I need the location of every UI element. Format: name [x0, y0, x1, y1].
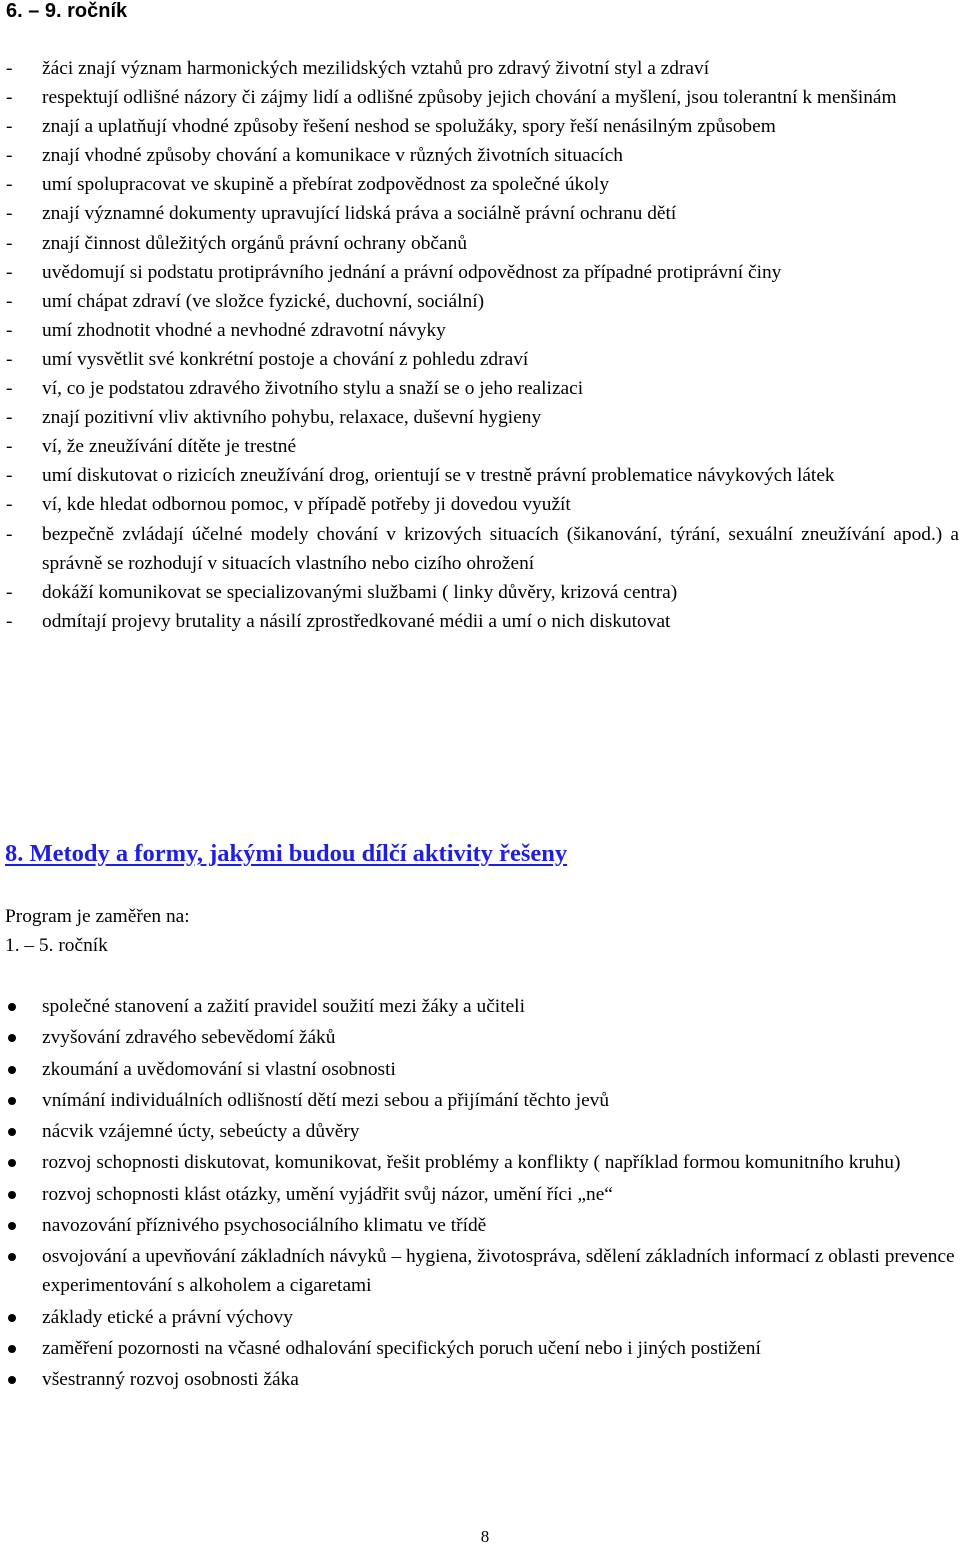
list-item — [6, 403, 959, 432]
list-item — [6, 83, 959, 112]
dash-marker: - — [6, 610, 13, 632]
list-item-text: ví, že zneužívání dítěte je trestné — [42, 436, 297, 458]
bullet-icon — [8, 1222, 16, 1230]
list-item — [6, 992, 960, 1021]
bullet-icon — [8, 1376, 16, 1384]
list-item — [6, 316, 959, 345]
list-item — [6, 1242, 960, 1300]
list-item-text: navozování příznivého psychosociálního klimatu ve třídě — [42, 1214, 487, 1236]
bullet-icon — [8, 1034, 16, 1042]
dash-marker: - — [6, 378, 13, 400]
list-item — [6, 112, 959, 141]
list-item-text: rozvoj schopnosti klást otázky, umění vyjádřit svůj názor, umění říci „ne“ — [42, 1183, 613, 1205]
bullet-icon — [8, 1253, 16, 1261]
list-item-text: uvědomují si podstatu protiprávního jednání a právní odpovědnost za případné protiprávní činy — [42, 261, 782, 283]
list-item — [6, 170, 959, 199]
list-item-text: odmítají projevy brutality a násilí zprostředkované médii a umí o nich diskutovat — [42, 610, 671, 632]
list-item — [6, 199, 959, 228]
list-item — [6, 141, 959, 170]
bullet-icon — [8, 1003, 16, 1011]
list-item-text: znají a uplatňují vhodné způsoby řešení neshod se spolužáky, spory řeší nenásilným způsobem — [42, 116, 776, 138]
dash-marker: - — [6, 523, 13, 545]
list-item-text: nácvik vzájemné úcty, sebeúcty a důvěry — [42, 1121, 360, 1143]
dash-marker: - — [6, 203, 13, 225]
dash-marker: - — [6, 494, 13, 516]
bullet-icon — [8, 1314, 16, 1322]
competencies-list — [6, 54, 959, 636]
list-item-text: ví, co je podstatou zdravého životního stylu a snaží se o jeho realizaci — [42, 378, 584, 400]
list-item — [6, 1086, 960, 1115]
list-item-text: žáci znají význam harmonických mezilidských vztahů pro zdravý životní styl a zdraví — [42, 58, 710, 79]
dash-marker: - — [6, 261, 13, 283]
list-item — [6, 287, 959, 316]
list-item — [6, 54, 959, 83]
bullet-icon — [8, 1159, 16, 1167]
list-item — [6, 229, 959, 258]
list-item-text: dokáží komunikovat se specializovanými službami ( linky důvěry, krizová centra) — [42, 581, 678, 603]
list-item-text: ví, kde hledat odbornou pomoc, v případě potřeby ji dovedou využít — [42, 494, 571, 516]
list-item — [6, 461, 959, 490]
list-item-text: zaměření pozornosti na včasné odhalování specifických poruch učení nebo i jiných postižení — [42, 1337, 761, 1359]
list-item-text: všestranný rozvoj osobnosti žáka — [42, 1369, 299, 1391]
dash-marker: - — [6, 581, 13, 603]
list-item-text: znají významné dokumenty upravující lidská práva a sociálně právní ochranu dětí — [42, 203, 677, 225]
list-item — [6, 607, 959, 636]
list-item-text: znají vhodné způsoby chování a komunikace v různých životních situacích — [42, 145, 623, 167]
list-item-text: zvyšování zdravého sebevědomí žáků — [42, 1027, 336, 1049]
list-item — [6, 1180, 960, 1209]
list-item-text: společné stanovení a zažití pravidel soužití mezi žáky a učiteli — [42, 996, 525, 1017]
program-intro — [5, 902, 190, 960]
list-item — [6, 490, 959, 519]
list-item — [6, 1365, 960, 1394]
dash-marker: - — [6, 436, 13, 458]
bullet-icon — [8, 1128, 16, 1136]
page-number: 8 — [480, 1527, 490, 1546]
list-item — [6, 1117, 960, 1146]
list-item-text: umí diskutovat o rizicích zneužívání drog, orientují se v trestně právní problematice návykových látek — [42, 465, 835, 487]
list-item-text: znají pozitivní vliv aktivního pohybu, relaxace, duševní hygieny — [42, 407, 542, 429]
dash-marker: - — [6, 87, 13, 109]
section-heading: 8. Metody a formy, jakými budou dílčí aktivity řešeny — [5, 840, 568, 867]
dash-marker: - — [6, 348, 13, 370]
list-item — [6, 520, 959, 578]
dash-marker: - — [6, 58, 13, 79]
list-item-text: bezpečně zvládají účelné modely chování v krizových situacích (šikanování, týrání, sexuální zneužívání apod.) a správně se rozhodují v situacích vlastního nebo cizího ohrožení — [42, 523, 959, 574]
list-item — [6, 1334, 960, 1363]
list-item-text: vnímání individuálních odlišností dětí mezi sebou a přijímání těchto jevů — [42, 1089, 610, 1111]
dash-marker: - — [6, 145, 13, 167]
list-item-text: umí vysvětlit své konkrétní postoje a chování z pohledu zdraví — [42, 348, 529, 370]
list-item — [6, 374, 959, 403]
list-item — [6, 345, 959, 374]
methods-list — [6, 992, 960, 1396]
bullet-icon — [8, 1345, 16, 1353]
dash-marker: - — [6, 232, 13, 254]
list-item-text: umí zhodnotit vhodné a nevhodné zdravotní návyky — [42, 319, 446, 341]
list-item — [6, 1211, 960, 1240]
list-item-text: zkoumání a uvědomování si vlastní osobnosti — [42, 1058, 396, 1080]
bullet-icon — [8, 1066, 16, 1074]
list-item-text: rozvoj schopnosti diskutovat, komunikovat, řešit problémy a konflikty ( například formou komunitního kruhu) — [42, 1152, 901, 1174]
dash-marker: - — [6, 174, 13, 196]
list-item-text: respektují odlišné názory či zájmy lidí a odlišné způsoby jejich chování a myšlení, jsou tolerantní k menšinám — [42, 87, 897, 109]
list-item-text: umí chápat zdraví (ve složce fyzické, duchovní, sociální) — [42, 290, 485, 312]
list-item — [6, 578, 959, 607]
list-item-text: osvojování a upevňování základních návyků – hygiena, životospráva, sdělení základních informací z oblasti prevence experimentování s alkoholem a cigaretami — [42, 1246, 955, 1297]
dash-marker: - — [6, 290, 13, 312]
list-item — [6, 1055, 960, 1084]
list-item — [6, 258, 959, 287]
dash-marker: - — [6, 465, 13, 487]
list-item-text: znají činnost důležitých orgánů právní ochrany občanů — [42, 232, 468, 254]
program-intro-label: Program je zaměřen na: — [5, 906, 190, 927]
list-item — [6, 432, 959, 461]
grade-range-title: 6. – 9. ročník — [6, 0, 128, 22]
dash-marker: - — [6, 407, 13, 429]
list-item — [6, 1148, 960, 1177]
list-item-text: základy etické a právní výchovy — [42, 1306, 293, 1328]
list-item — [6, 1023, 960, 1052]
grade-subheading: 1. – 5. ročník — [5, 935, 108, 956]
bullet-icon — [8, 1191, 16, 1199]
list-item-text: umí spolupracovat ve skupině a přebírat zodpovědnost za společné úkoly — [42, 174, 610, 196]
bullet-icon — [8, 1097, 16, 1105]
dash-marker: - — [6, 116, 13, 138]
dash-marker: - — [6, 319, 13, 341]
list-item — [6, 1303, 960, 1332]
